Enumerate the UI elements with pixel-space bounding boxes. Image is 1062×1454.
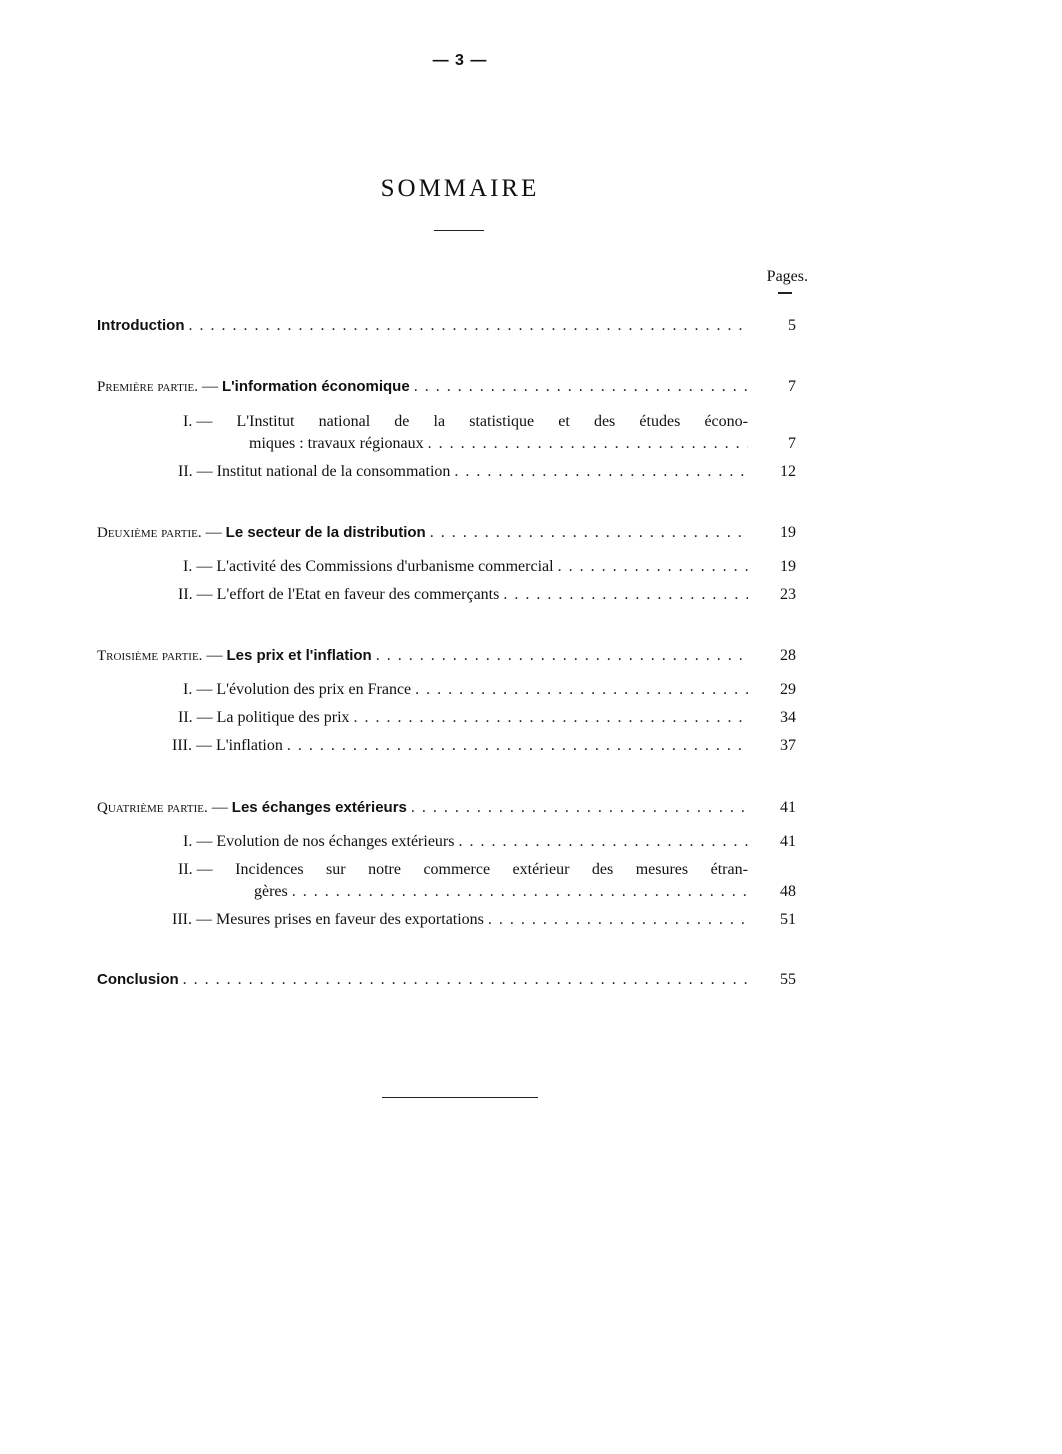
entry-word: national — [318, 413, 371, 430]
part-title: Le secteur de la distribution — [225, 524, 426, 541]
entry-text: L'évolution des prix en France — [216, 681, 412, 698]
part-title: Les échanges extérieurs — [231, 799, 407, 816]
pages-heading-dash — [778, 292, 792, 294]
part-dash: — — [205, 524, 222, 541]
toc-entry-1-1-continuation[interactable] — [249, 432, 752, 456]
dot-leader — [354, 706, 748, 730]
toc-page-number: 5 — [788, 317, 796, 334]
toc-entry-part-1[interactable] — [97, 375, 752, 399]
entry-word: Incidences — [235, 861, 304, 878]
part-dash: — — [206, 647, 223, 664]
dot-leader — [188, 314, 748, 338]
entry-word: écono- — [704, 413, 748, 430]
toc-entry-introduction[interactable] — [97, 314, 752, 338]
section-numeral: II. — [178, 586, 193, 603]
entry-word: études — [639, 413, 681, 430]
entry-word: mesures — [635, 861, 689, 878]
part-title: L'information économique — [221, 378, 410, 395]
closing-rule — [382, 1097, 538, 1098]
toc-page-number: 55 — [780, 971, 796, 988]
entry-word: des — [593, 413, 616, 430]
part-prefix: Quatrième partie. — [97, 800, 208, 816]
section-numeral: III. — [172, 737, 192, 754]
section-numeral: II. — — [178, 861, 213, 878]
toc-entry-part-4[interactable] — [97, 796, 752, 820]
toc-page-number: 41 — [780, 833, 796, 850]
entry-text: L'inflation — [215, 737, 283, 754]
entry-text: La politique des prix — [216, 709, 350, 726]
section-numeral: II. — [178, 709, 193, 726]
toc-page-number: 12 — [780, 463, 796, 480]
toc-entry-part-3[interactable] — [97, 644, 752, 668]
section-dash: — — [196, 463, 213, 480]
part-dash: — — [211, 799, 228, 816]
section-dash: — — [195, 737, 212, 754]
entry-text: Institut national de la consommation — [216, 463, 451, 480]
section-numeral: I. — [183, 833, 193, 850]
section-dash: — — [196, 709, 213, 726]
part-title: Les prix et l'inflation — [226, 647, 372, 664]
entry-text: L'effort de l'Etat en faveur des commerçants — [216, 586, 500, 603]
entry-text: Evolution de nos échanges extérieurs — [216, 833, 455, 850]
toc-page-number: 48 — [780, 883, 796, 900]
part-prefix: Troisième partie. — [97, 648, 203, 664]
toc-entry-1-2[interactable] — [178, 460, 752, 484]
toc-page-number: 37 — [780, 737, 796, 754]
toc-page-number: 41 — [780, 799, 796, 816]
toc-page-number: 28 — [780, 647, 796, 664]
entry-word: commerce — [423, 861, 491, 878]
toc-entry-3-3[interactable] — [172, 734, 752, 758]
toc-entry-4-1[interactable] — [183, 830, 752, 854]
dot-leader — [292, 880, 748, 904]
toc-page-number: 7 — [788, 435, 796, 452]
entry-word: statistique — [469, 413, 535, 430]
section-numeral: III. — [172, 911, 192, 928]
section-numeral: I. — [183, 681, 193, 698]
part-dash: — — [201, 378, 218, 395]
section-numeral: II. — [178, 463, 193, 480]
section-dash: — — [195, 911, 212, 928]
toc-page-number: 51 — [780, 911, 796, 928]
toc-page-number: 29 — [780, 681, 796, 698]
dot-leader — [558, 555, 748, 579]
entry-continuation: miques : travaux régionaux — [249, 435, 424, 452]
dot-leader — [454, 460, 748, 484]
dot-leader — [414, 375, 748, 399]
page-number: — 3 — — [432, 52, 488, 69]
entry-text: Mesures prises en faveur des exportations — [215, 911, 484, 928]
toc-entry-label: Conclusion — [97, 971, 179, 988]
entry-word: notre — [368, 861, 401, 878]
dot-leader — [411, 796, 748, 820]
dot-leader — [488, 908, 748, 932]
entry-word: sur — [326, 861, 346, 878]
part-prefix: Deuxième partie. — [97, 525, 202, 541]
toc-entry-2-1[interactable] — [183, 555, 752, 579]
entry-word: de — [394, 413, 410, 430]
pages-column-heading: Pages. — [766, 268, 808, 285]
dot-leader — [183, 968, 748, 992]
toc-entry-1-1[interactable] — [183, 410, 748, 434]
section-dash: — — [196, 833, 213, 850]
entry-text: L'activité des Commissions d'urbanisme commercial — [216, 558, 554, 575]
section-dash: — — [196, 586, 213, 603]
entry-word: et — [558, 413, 570, 430]
part-prefix: Première partie. — [97, 379, 198, 395]
toc-page-number: 7 — [788, 378, 796, 395]
toc-page-number: 19 — [780, 558, 796, 575]
toc-entry-label: Introduction — [97, 317, 185, 334]
toc-entry-conclusion[interactable] — [97, 968, 752, 992]
entry-word: la — [433, 413, 446, 430]
dot-leader — [430, 521, 748, 545]
dot-leader — [503, 583, 748, 607]
entry-continuation: gères — [254, 883, 288, 900]
dot-leader — [458, 830, 748, 854]
toc-entry-part-2[interactable] — [97, 521, 752, 545]
toc-entry-3-1[interactable] — [183, 678, 752, 702]
toc-entry-4-2[interactable] — [178, 858, 748, 882]
dot-leader — [287, 734, 748, 758]
toc-entry-4-2-continuation[interactable] — [254, 880, 752, 904]
toc-page-number: 23 — [780, 586, 796, 603]
entry-word: extérieur — [512, 861, 570, 878]
toc-page-number: 34 — [780, 709, 796, 726]
entry-word: L'Institut — [236, 413, 295, 430]
page-title: SOMMAIRE — [380, 175, 540, 202]
entry-word: étran- — [710, 861, 748, 878]
toc-page-number: 19 — [780, 524, 796, 541]
dot-leader — [376, 644, 748, 668]
toc-entry-3-2[interactable] — [178, 706, 752, 730]
section-dash: — — [196, 681, 213, 698]
dot-leader — [415, 678, 748, 702]
section-numeral: I. — [183, 558, 193, 575]
entry-word: des — [591, 861, 614, 878]
dot-leader — [428, 432, 748, 456]
toc-entry-2-2[interactable] — [178, 583, 752, 607]
section-numeral: I. — — [183, 413, 213, 430]
toc-entry-4-3[interactable] — [172, 908, 752, 932]
title-underline — [434, 230, 484, 231]
section-dash: — — [196, 558, 213, 575]
